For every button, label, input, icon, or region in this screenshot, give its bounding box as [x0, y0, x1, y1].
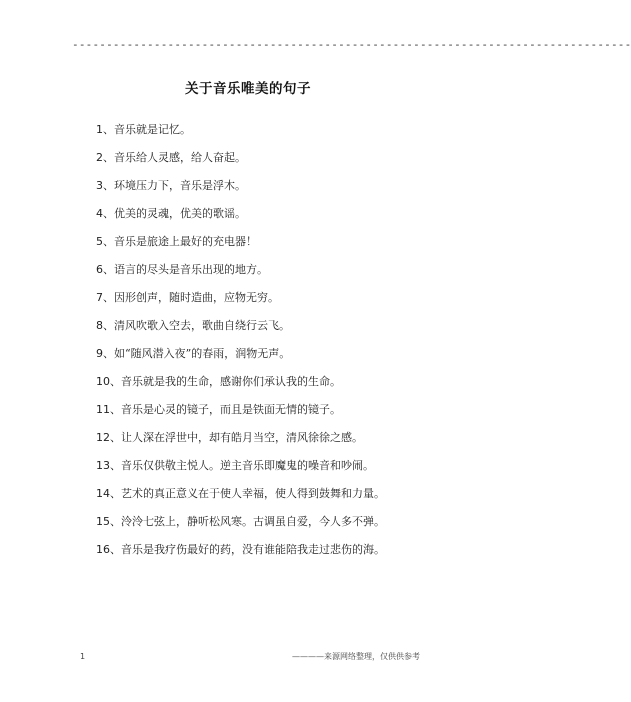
sentence-list — [96, 121, 456, 569]
item-number: 9 — [96, 347, 103, 360]
item-text: 、泠泠七弦上，静听松风寒。古调虽自爱，今人多不弹。 — [110, 515, 385, 528]
list-item — [96, 233, 456, 261]
item-number: 6 — [96, 263, 103, 276]
list-item — [96, 345, 456, 373]
item-number: 1 — [96, 123, 103, 136]
page-footer — [80, 650, 420, 664]
item-text: 、语言的尽头是音乐出现的地方。 — [103, 263, 268, 276]
item-number: 5 — [96, 235, 103, 248]
list-item — [96, 261, 456, 289]
item-number: 11 — [96, 403, 110, 416]
item-text: 、环境压力下，音乐是浮木。 — [103, 179, 246, 192]
item-number: 10 — [96, 375, 110, 388]
list-item — [96, 457, 456, 485]
list-item — [96, 149, 456, 177]
item-number: 15 — [96, 515, 110, 528]
page-number: 1 — [80, 652, 86, 661]
item-number: 8 — [96, 319, 103, 332]
list-item — [96, 485, 456, 513]
footer-note: ————来源网络整理，仅供供参考 — [292, 652, 420, 661]
item-text: 、让人深在浮世中，却有皓月当空，清风徐徐之感。 — [110, 431, 363, 444]
list-item — [96, 289, 456, 317]
item-text: 、清风吹歌入空去，歌曲自绕行云飞。 — [103, 319, 290, 332]
item-text: 、如“随风潜入夜”的春雨，润物无声。 — [103, 347, 291, 360]
list-item — [96, 541, 456, 569]
item-text: 、音乐就是我的生命，感谢你们承认我的生命。 — [110, 375, 341, 388]
item-number: 13 — [96, 459, 110, 472]
list-item — [96, 401, 456, 429]
item-text: 、音乐仅供敬主悦人。逆主音乐即魔鬼的噪音和吵闹。 — [110, 459, 374, 472]
item-text: 、音乐就是记忆。 — [103, 123, 191, 136]
item-text: 、优美的灵魂，优美的歌谣。 — [103, 207, 246, 220]
item-number: 12 — [96, 431, 110, 444]
header-dashed-line: ---------------------------------------------------------------------------------- — [72, 38, 631, 51]
item-number: 2 — [96, 151, 103, 164]
list-item — [96, 513, 456, 541]
item-text: 、音乐是旅途上最好的充电器！ — [103, 235, 257, 248]
list-item — [96, 429, 456, 457]
list-item — [96, 177, 456, 205]
item-text: 、因形创声，随时造曲，应物无穷。 — [103, 291, 279, 304]
item-number: 7 — [96, 291, 103, 304]
item-text: 、音乐给人灵感，给人奋起。 — [103, 151, 246, 164]
page-title: 关于音乐唯美的句子 — [185, 81, 311, 97]
item-text: 、音乐是我疗伤最好的药，没有谁能陪我走过悲伤的海。 — [110, 543, 385, 556]
item-number: 14 — [96, 487, 110, 500]
item-text: 、艺术的真正意义在于使人幸福，使人得到鼓舞和力量。 — [110, 487, 385, 500]
list-item — [96, 121, 456, 149]
item-number: 16 — [96, 543, 110, 556]
item-number: 3 — [96, 179, 103, 192]
list-item — [96, 317, 456, 345]
item-text: 、音乐是心灵的镜子，而且是铁面无情的镜子。 — [110, 403, 341, 416]
list-item — [96, 373, 456, 401]
list-item — [96, 205, 456, 233]
item-number: 4 — [96, 207, 103, 220]
